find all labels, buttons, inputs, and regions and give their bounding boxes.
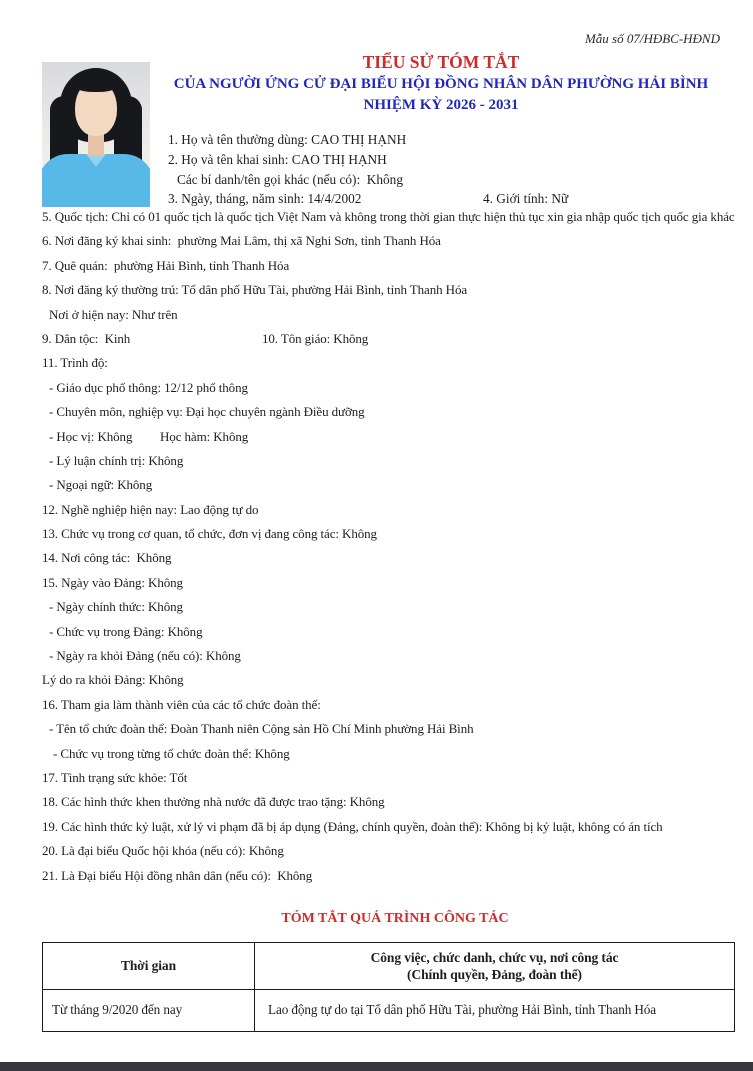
field-text: 6. Nơi đăng ký khai sinh: phường Mai Lâm, thị xã Nghi Sơn, tỉnh Thanh Hóa: [42, 233, 441, 249]
field-text: 10. Tôn giáo: Không: [262, 330, 369, 346]
field-text: - Học vị: Không: [49, 428, 133, 444]
field-line: [42, 599, 748, 623]
field-line: [42, 868, 748, 892]
field-line: [42, 648, 748, 672]
portrait-photo: [42, 62, 150, 207]
field-text: - Ngày ra khỏi Đảng (nếu có): Không: [49, 648, 241, 664]
field-text: Lý do ra khỏi Đảng: Không: [42, 672, 184, 688]
field-text: 2. Họ và tên khai sinh: CAO THỊ HẠNH: [168, 151, 387, 167]
field-line: [42, 380, 748, 404]
field-line: [42, 282, 748, 306]
field-line: [168, 132, 568, 152]
work-history-title: TÓM TẮT QUÁ TRÌNH CÔNG TÁC: [281, 910, 509, 926]
field-line: [42, 233, 748, 257]
field-line: [42, 672, 748, 696]
field-line: [42, 477, 748, 501]
document-body: [42, 209, 748, 1032]
field-line: [42, 355, 748, 379]
photo-fringe-shape: [71, 72, 121, 92]
work-description-cell: Lao động tự do tại Tổ dân phố Hữu Tài, phường Hải Bình, tỉnh Thanh Hóa: [255, 989, 735, 1031]
page-title: TIỂU SỬ TÓM TẮT: [362, 52, 520, 72]
field-text: - Ngoại ngữ: Không: [49, 477, 153, 493]
field-line: [42, 575, 748, 599]
field-text: - Ngày chính thức: Không: [49, 599, 183, 615]
field-text: - Lý luận chính trị: Không: [49, 452, 184, 468]
field-text: 1. Họ và tên thường dùng: CAO THỊ HẠNH: [168, 132, 407, 147]
work-period-cell: Từ tháng 9/2020 đến nay: [43, 989, 255, 1031]
field-line: [42, 404, 748, 428]
field-line: [42, 429, 748, 453]
form-code-note: Mẫu số 07/HĐBC-HĐND: [584, 31, 720, 46]
work-history-table: [42, 942, 735, 1032]
job-column-header-line2: (Chính quyền, Đảng, đoàn thể): [407, 966, 582, 982]
numbered-field-lines: [42, 209, 748, 892]
field-line: [42, 624, 748, 648]
field-text: 3. Ngày, tháng, năm sinh: 14/4/2002: [168, 191, 362, 207]
field-text: - Tên tổ chức đoàn thể: Đoàn Thanh niên Cộng sản Hồ Chí Minh phường Hải Bình: [49, 721, 474, 737]
field-text: Các bí danh/tên gọi khác (nếu có): Không: [177, 171, 403, 187]
job-column-header-line1: Công việc, chức danh, chức vụ, nơi công tác: [370, 949, 619, 965]
field-text: 15. Ngày vào Đảng: Không: [42, 574, 183, 590]
field-text: 12. Nghề nghiệp hiện nay: Lao động tự do: [42, 501, 259, 517]
field-text: Nơi ở hiện nay: Như trên: [49, 306, 178, 322]
job-column-header: [255, 942, 735, 989]
identity-fields: [168, 132, 568, 211]
field-line: [42, 526, 748, 550]
field-text: 8. Nơi đăng ký thường trú: Tổ dân phố Hữu Tài, phường Hải Bình, tỉnh Thanh Hóa: [42, 282, 468, 298]
field-line: [42, 843, 748, 867]
field-line: [42, 453, 748, 477]
table-header-row: [43, 942, 735, 989]
field-line: [42, 258, 748, 282]
field-line: [168, 152, 568, 172]
field-line: [42, 550, 748, 574]
field-text: 20. Là đại biểu Quốc hội khóa (nếu có): Không: [42, 843, 284, 859]
field-line: [42, 794, 748, 818]
document-header: [145, 50, 737, 116]
field-line: [42, 502, 748, 526]
field-line: [168, 172, 568, 192]
field-text: Học hàm: Không: [160, 428, 249, 444]
field-text: 19. Các hình thức kỷ luật, xử lý vi phạm đã bị áp dụng (Đảng, chính quyền, đoàn thể): Không bị kỷ luật, không có án tích: [42, 818, 663, 834]
field-line: [42, 209, 748, 233]
field-text: - Chức vụ trong từng tổ chức đoàn thể: Không: [53, 745, 290, 761]
field-line: [42, 307, 748, 331]
field-text: 18. Các hình thức khen thưởng nhà nước đã được trao tặng: Không: [42, 794, 385, 810]
field-text: 5. Quốc tịch: Chỉ có 01 quốc tịch là quốc tịch Việt Nam và không trong thời gian thực hiện thủ tục xin gia nhập quốc tịch quốc gia khác: [42, 209, 735, 224]
field-text: 9. Dân tộc: Kinh: [42, 330, 131, 346]
field-text: 17. Tình trạng sức khỏe: Tốt: [42, 769, 188, 785]
field-text: 4. Giới tính: Nữ: [483, 191, 569, 207]
viewer-bottom-bar: [0, 1062, 753, 1071]
field-line: [42, 770, 748, 794]
page-subtitle-line2: NHIỆM KỲ 2026 - 2031: [363, 97, 519, 113]
field-text: - Giáo dục phổ thông: 12/12 phổ thông: [49, 379, 248, 395]
field-text: 14. Nơi công tác: Không: [42, 550, 172, 566]
field-text: 21. Là Đại biểu Hội đồng nhân dân (nếu có): Không: [42, 867, 313, 883]
field-text: 11. Trình độ:: [42, 355, 108, 371]
field-text: 7. Quê quán: phường Hải Bình, tỉnh Thanh Hóa: [42, 257, 290, 273]
field-text: - Chuyên môn, nghiệp vụ: Đại học chuyên ngành Điều dưỡng: [49, 404, 365, 420]
field-text: 13. Chức vụ trong cơ quan, tổ chức, đơn vị đang công tác: Không: [42, 526, 377, 542]
page-subtitle-line1: CỦA NGƯỜI ỨNG CỬ ĐẠI BIỂU HỘI ĐỒNG NHÂN DÂN PHƯỜNG HẢI BÌNH: [173, 76, 709, 92]
time-column-header: Thời gian: [43, 942, 255, 989]
field-line: [42, 746, 748, 770]
field-line: [42, 331, 748, 355]
field-line: [42, 697, 748, 721]
field-line: [42, 721, 748, 745]
field-line: [42, 819, 748, 843]
table-row: [43, 989, 735, 1031]
field-text: 16. Tham gia làm thành viên của các tổ chức đoàn thể:: [42, 696, 321, 712]
field-text: - Chức vụ trong Đảng: Không: [49, 623, 203, 639]
